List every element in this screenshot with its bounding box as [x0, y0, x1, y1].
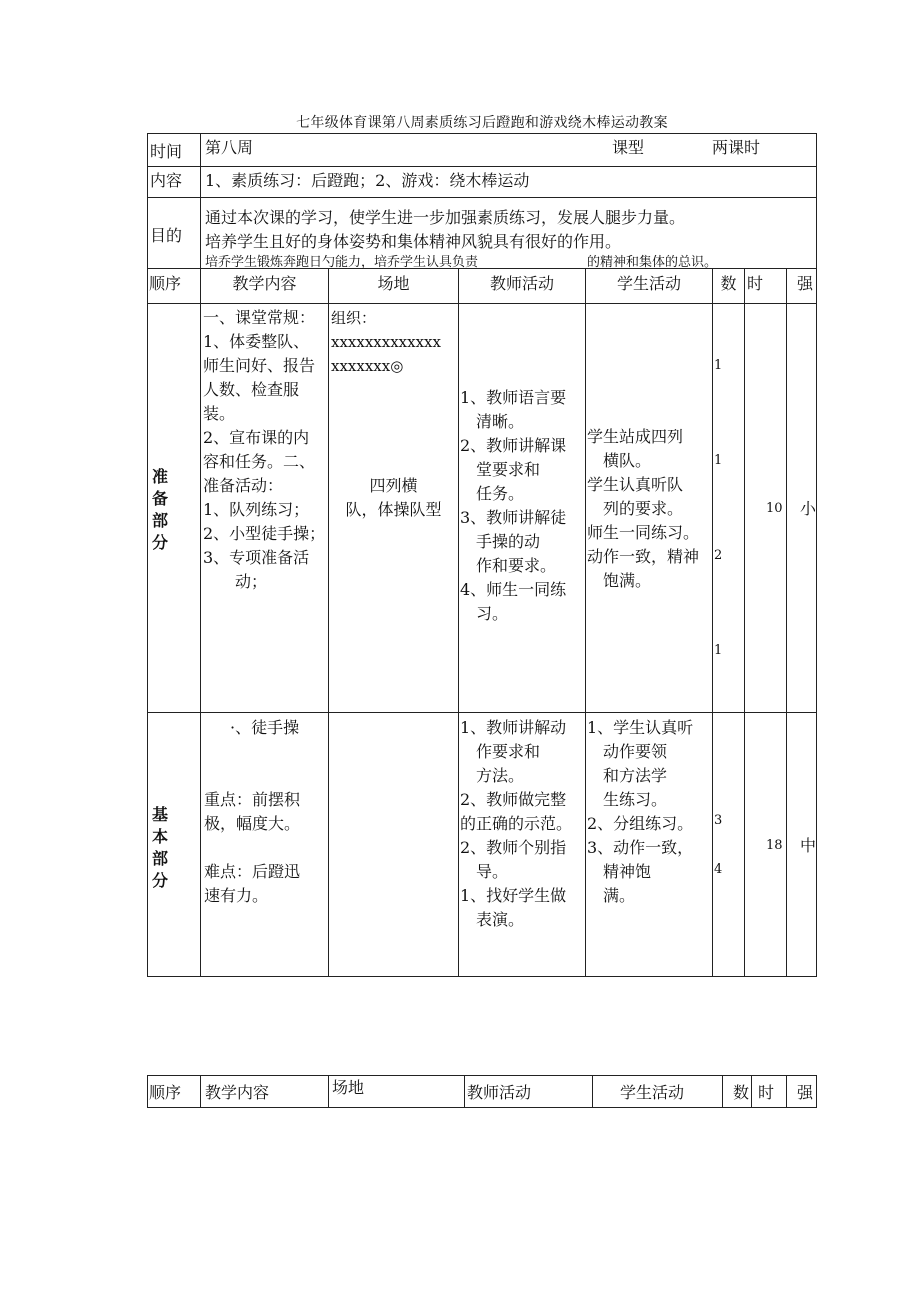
time-label: 时间: [150, 142, 183, 161]
prep-section-label: 准 备 部 分: [151, 467, 168, 552]
footer-col-intensity: 强: [797, 1083, 814, 1102]
basic-time: 18: [766, 838, 783, 853]
col-intensity: 强: [797, 274, 814, 293]
footer-col-count: 数: [733, 1083, 750, 1102]
prep-student-activity: 学生站成四列 横队。 学生认真听队 列的要求。 师生一同练习。 动作一致，精神 饱满。: [587, 427, 700, 590]
col-teaching-content: 教学内容: [232, 274, 297, 293]
content-value: 1、素质练习：后蹬跑；2、游戏：绕木棒运动: [205, 171, 530, 190]
prep-content: 一、课堂常规： 1、体委整队、 师生问好、报告 人数、检查服装。 2、宣布课的内 容和任务。二、 准备活动： 1、队列练习； 2、小型徒手操； 3、专项准备活 动；: [203, 308, 326, 591]
basic-content-title: ·、徒手操: [230, 718, 300, 737]
col-venue: 场地: [377, 274, 410, 293]
col-count: 数: [720, 274, 737, 293]
basic-teacher-activity: 1、教师讲解动 作要求和 方法。 2、教师做完整 的正确的示范。 2、教师个别指 导。 1、找好学生做 表演。: [460, 718, 573, 929]
prep-count-4: 1: [714, 643, 723, 658]
footer-col-time: 时: [758, 1083, 775, 1102]
footer-col-venue: 场地: [332, 1078, 365, 1097]
goal-label: 目的: [150, 226, 183, 245]
prep-intensity: 小: [800, 499, 817, 518]
basic-count-2: 4: [714, 862, 723, 877]
basic-intensity: 中: [800, 836, 817, 855]
time-value: 第八周: [205, 138, 254, 157]
lesson-type-value: 两课时: [712, 138, 761, 157]
col-student-activity: 学生活动: [616, 274, 681, 293]
goal-line-3a: 培乔学生锻炼奔跑日勺能力，培乔学生认具负责: [205, 255, 479, 270]
basic-count-1: 3: [714, 813, 723, 828]
footer-col-teaching-content: 教学内容: [205, 1083, 270, 1102]
goal-line-2: 培养学生且好的身体姿势和集体精神风貌具有很好的作用。: [205, 232, 622, 251]
basic-content-key-point: 重点：前摆积 极，幅度大。: [204, 790, 301, 833]
goal-line-3b: 的精神和集体的总识。: [587, 255, 718, 270]
content-label: 内容: [150, 171, 183, 190]
prep-time: 10: [766, 501, 783, 516]
prep-teacher-activity: 1、教师语言要 清晰。 2、教师讲解课 堂要求和 任务。 3、教师讲解徒 手操的动 作和要求。 4、师生一同练 习。: [460, 388, 567, 623]
lesson-type-label: 课型: [612, 138, 645, 157]
col-teacher-activity: 教师活动: [489, 274, 554, 293]
basic-section-label: 基 本 部 分: [151, 805, 168, 890]
footer-col-student-activity: 学生活动: [620, 1083, 685, 1102]
footer-col-teacher-activity: 教师活动: [467, 1083, 532, 1102]
prep-venue-organization: 组织： xxxxxxxxxxxxx xxxxxxx◎: [331, 309, 441, 375]
page-title: 七年级体育课第八周素质练习后蹬跑和游戏绕木棒运动教案: [296, 115, 668, 131]
basic-content-difficulty: 难点：后蹬迅 速有力。: [204, 862, 301, 905]
goal-line-1: 通过本次课的学习，使学生进一步加强素质练习，发展人腿步力量。: [205, 208, 686, 227]
col-order: 顺序: [149, 274, 182, 293]
prep-count-3: 2: [714, 548, 723, 563]
col-time: 时: [747, 274, 764, 293]
prep-count-2: 1: [714, 453, 723, 468]
footer-col-order: 顺序: [149, 1083, 182, 1102]
prep-count-1: 1: [714, 358, 723, 373]
prep-venue-formation: 四列横 队，体操队型: [345, 476, 442, 519]
basic-student-activity: 1、学生认真听 动作要领 和方法学 生练习。 2、分组练习。 3、动作一致， 精神饱 满。: [587, 718, 694, 905]
